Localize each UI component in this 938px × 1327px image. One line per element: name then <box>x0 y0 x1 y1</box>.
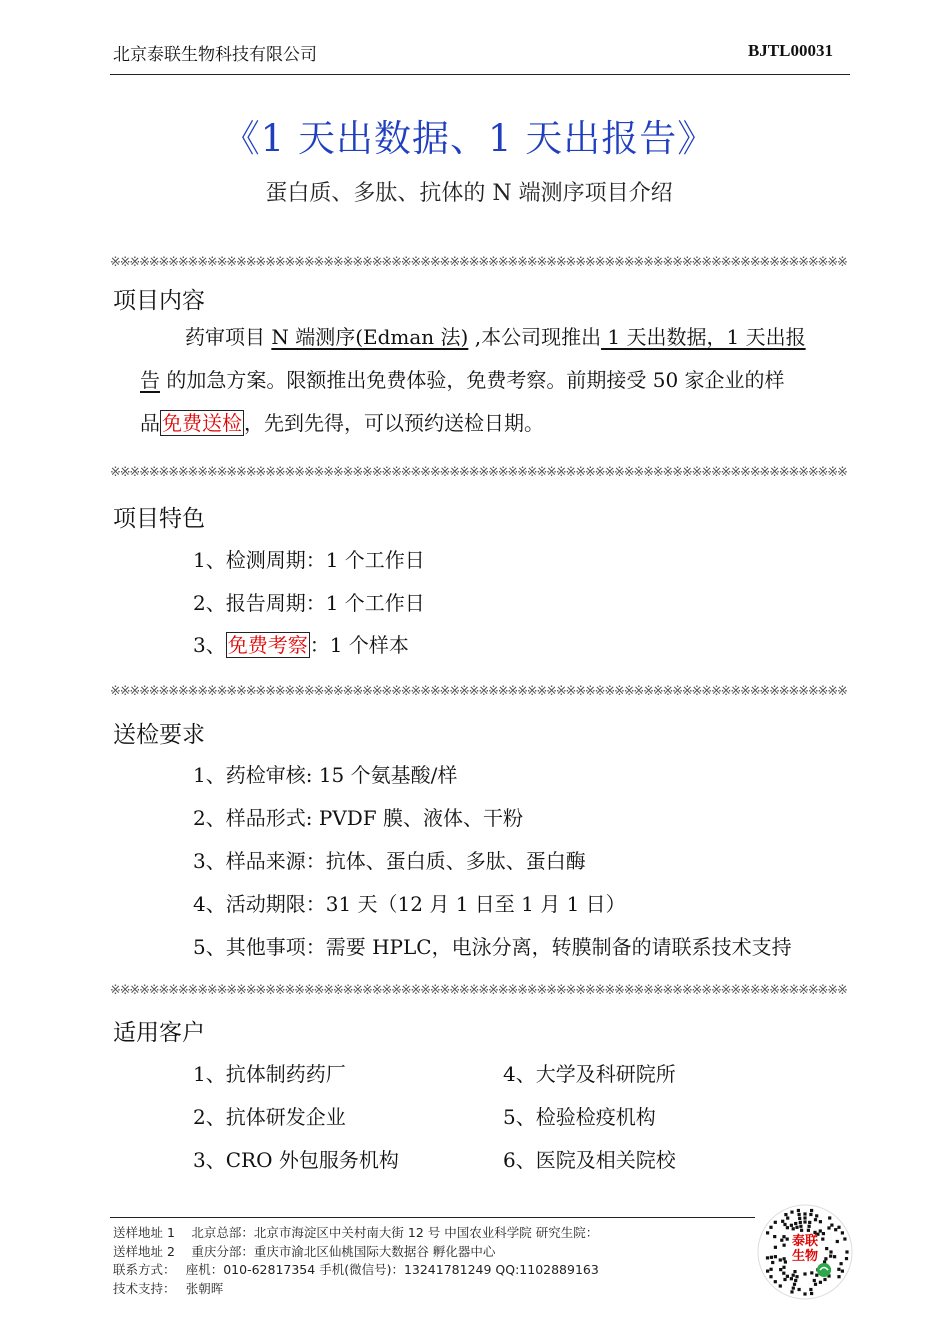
header-divider <box>110 74 850 75</box>
footer-address-2: 送样地址 2 重庆分部：重庆市渝北区仙桃国际大数据谷 孵化器中心 <box>113 1244 496 1259</box>
footer-contact: 联系方式： 座机：010-62817354 手机(微信号)：13241781249 QQ:1102889163 <box>113 1262 599 1277</box>
requirement-item: 3、样品来源：抗体、蛋白质、多肽、蛋白酶 <box>193 849 586 873</box>
customer-item: 6、医院及相关院校 <box>503 1148 676 1172</box>
feature-item: 2、报告周期：1 个工作日 <box>193 591 425 615</box>
document-code: BJTL00031 <box>747 41 833 60</box>
star-divider: ※※※※※※※※※※※※※※※※※※※※※※※※※※※※※※※※※※※※※※※※※※※※※※※※※※※※※※※※※※※※※※※※※※※※※※※※※※※※ <box>110 984 847 998</box>
requirement-item: 2、样品形式: PVDF 膜、液体、干粉 <box>193 806 523 830</box>
section-heading-customers: 适用客户 <box>113 1020 205 1046</box>
qr-label: 生物 <box>791 1249 818 1264</box>
content-paragraph: 药审项目 N 端测序(Edman 法) ,本公司现推出 1 天出数据，1 天出报 告 的加急方案。限额推出免费体验，免费考察。前期接受 50 家企业的样 品 免费送检 ，先到先得，可以预约送检日期。 <box>140 325 806 435</box>
qr-label: 泰联 <box>791 1234 818 1249</box>
customer-item: 3、CRO 外包服务机构 <box>193 1148 399 1172</box>
customer-item: 4、大学及科研院所 <box>503 1062 676 1086</box>
section-heading-requirements: 送检要求 <box>113 722 205 748</box>
star-divider: ※※※※※※※※※※※※※※※※※※※※※※※※※※※※※※※※※※※※※※※※※※※※※※※※※※※※※※※※※※※※※※※※※※※※※※※※※※※※ <box>110 466 847 480</box>
page-subtitle: 蛋白质、多肽、抗体的 N 端测序项目介绍 <box>265 181 673 206</box>
section-heading-features: 项目特色 <box>113 506 205 532</box>
customer-item: 1、抗体制药药厂 <box>193 1062 346 1086</box>
page-title: 《1 天出数据、1 天出报告》 <box>222 117 716 160</box>
requirement-item: 4、活动期限：31 天（12 月 1 日至 1 月 1 日） <box>193 892 626 916</box>
footer-divider <box>110 1217 755 1218</box>
customer-item: 2、抗体研发企业 <box>193 1105 346 1129</box>
feature-item: 3、 免费考察 ：1 个样本 <box>193 633 409 657</box>
free-submission-badge: 免费送检 <box>162 411 242 435</box>
feature-item: 1、检测周期：1 个工作日 <box>193 548 425 572</box>
header-company-name: 北京泰联生物科技有限公司 <box>113 45 317 65</box>
requirement-item: 1、药检审核: 15 个氨基酸/样 <box>193 763 458 787</box>
method-link-text: N 端测序(Edman 法) <box>271 325 469 349</box>
star-divider: ※※※※※※※※※※※※※※※※※※※※※※※※※※※※※※※※※※※※※※※※※※※※※※※※※※※※※※※※※※※※※※※※※※※※※※※※※※※※ <box>110 256 847 270</box>
requirement-item: 5、其他事项：需要 HPLC，电泳分离，转膜制备的请联系技术支持 <box>193 935 792 959</box>
wechat-qr-code-icon <box>756 1203 854 1301</box>
footer-tech-support: 技术支持： 张朝晖 <box>113 1281 224 1296</box>
customer-item: 5、检验检疫机构 <box>503 1105 656 1129</box>
section-heading-content: 项目内容 <box>113 288 205 314</box>
star-divider: ※※※※※※※※※※※※※※※※※※※※※※※※※※※※※※※※※※※※※※※※※※※※※※※※※※※※※※※※※※※※※※※※※※※※※※※※※※※※ <box>110 685 847 699</box>
footer-address-1: 送样地址 1 北京总部：北京市海淀区中关村南大街 12 号 中国农业科学院 研究生院： <box>113 1225 599 1240</box>
free-trial-badge: 免费考察 <box>227 633 308 657</box>
